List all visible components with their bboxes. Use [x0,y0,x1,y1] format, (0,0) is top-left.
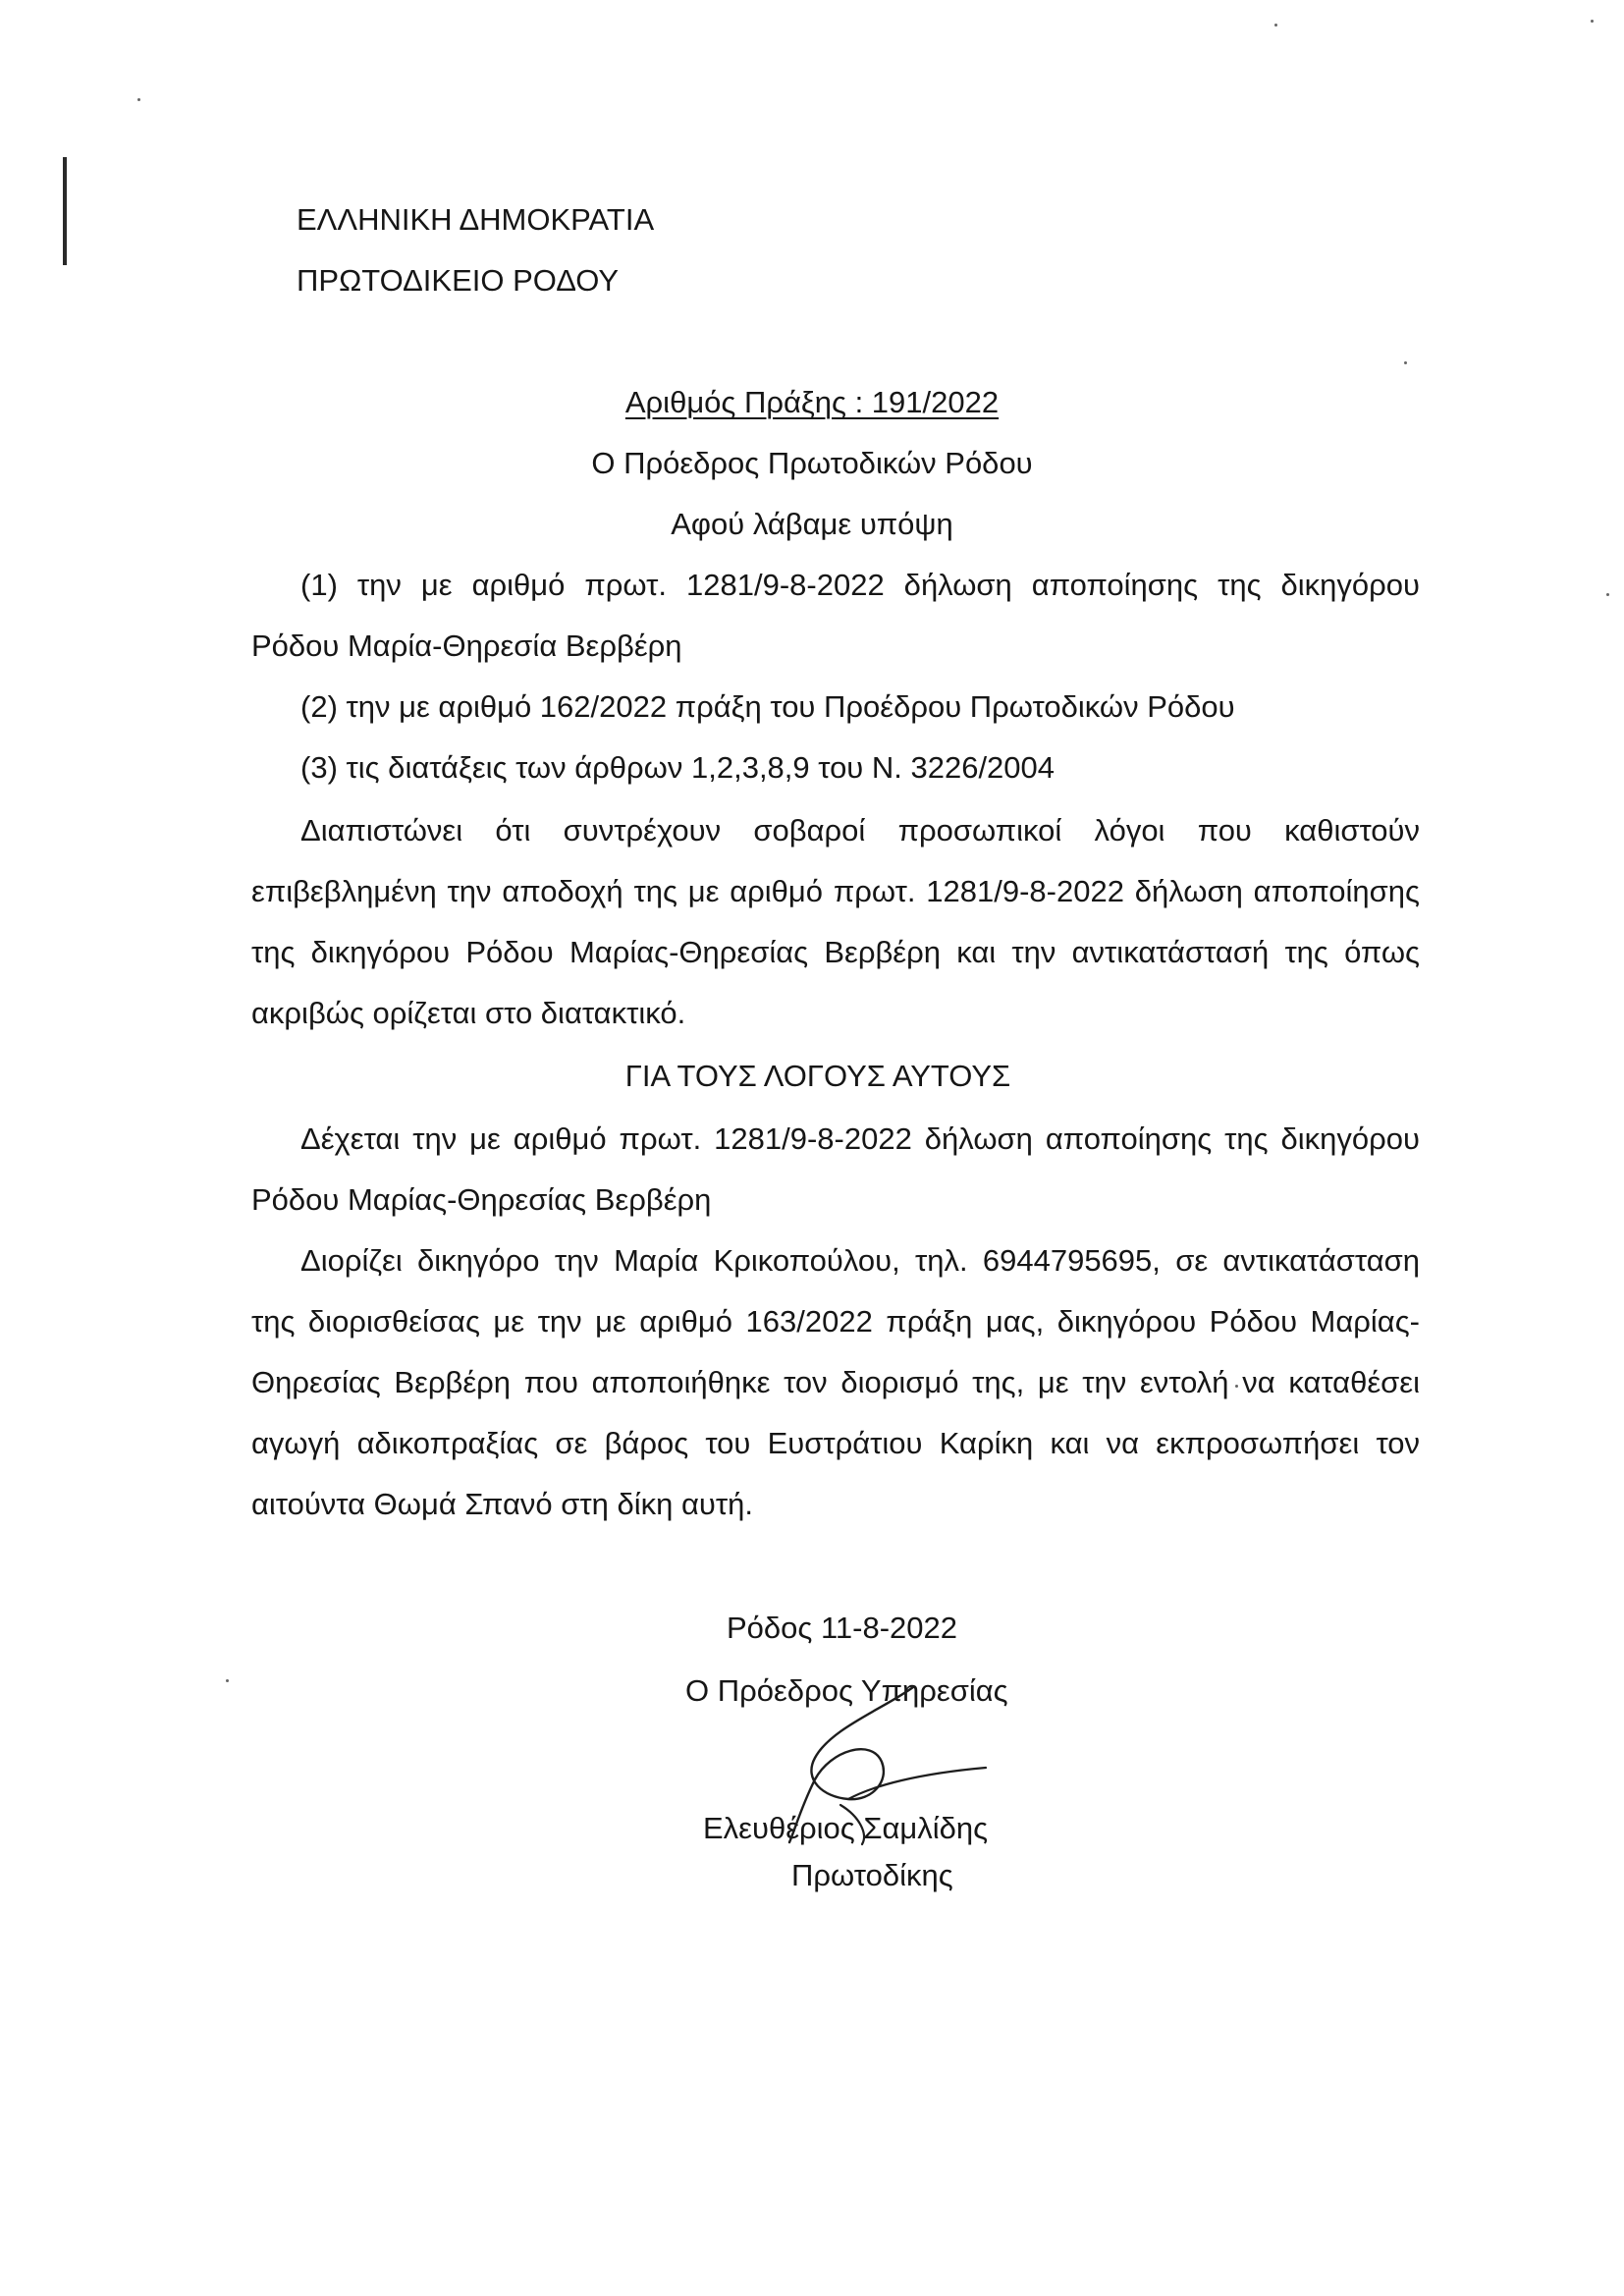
finding-line-3: της δικηγόρου Ρόδου Μαρίας-Θηρεσίας Βερβέρη και την αντικατάστασή της όπως [251,935,1420,969]
finding-line-1: Διαπιστώνει ότι συντρέχουν σοβαροί προσωπικοί λόγοι που καθιστούν [300,813,1420,847]
decision-accept-line-1: Δέχεται την με αριθμό πρωτ. 1281/9-8-2022 δήλωση αποποίησης της δικηγόρου [300,1121,1420,1156]
scan-margin-mark [63,157,67,265]
finding-line-4: ακριβώς ορίζεται στο διατακτικό. [251,996,686,1030]
decision-appoint-line-4: αγωγή αδικοπραξίας σε βάρος του Ευστράτιου Καρίκη και να εκπροσωπήσει τον [251,1426,1420,1460]
scan-speck [1606,593,1609,596]
scan-speck [1274,24,1277,27]
act-number: Αριθμός Πράξης : 191/2022 [624,385,1000,419]
handwritten-signature [746,1669,1001,1846]
signer-title: Ο Πρόεδρος Υπηρεσίας [685,1673,1008,1708]
place-date: Ρόδος 11-8-2022 [727,1611,957,1645]
consideration-1-line-1: (1) την με αριθμό πρωτ. 1281/9-8-2022 δήλωση αποποίησης της δικηγόρου [300,568,1420,602]
scan-speck [137,98,140,101]
reasons-heading: ΓΙΑ ΤΟΥΣ ΛΟΓΟΥΣ ΑΥΤΟΥΣ [624,1059,1011,1093]
act-issuer: Ο Πρόεδρος Πρωτοδικών Ρόδου [591,446,1033,480]
consideration-2: (2) την με αριθμό 162/2022 πράξη του Προέδρου Πρωτοδικών Ρόδου [300,689,1235,724]
scan-speck [226,1679,229,1682]
scan-speck [1404,361,1407,364]
signer-name: Ελευθέριος Σαμλίδης [703,1811,989,1845]
decision-appoint-line-1: Διορίζει δικηγόρο την Μαρία Κρικοπούλου, τηλ. 6944795695, σε αντικατάσταση [300,1243,1420,1278]
decision-accept-line-2: Ρόδου Μαρίας-Θηρεσίας Βερβέρη [251,1182,712,1217]
signer-rank: Πρωτοδίκης [791,1858,953,1892]
header-court: ΠΡΩΤΟΔΙΚΕΙΟ ΡΟΔΟΥ [297,263,620,298]
header-country: ΕΛΛΗΝΙΚΗ ΔΗΜΟΚΡΑΤΙΑ [297,202,655,237]
scan-speck [1591,20,1594,23]
consideration-3: (3) τις διατάξεις των άρθρων 1,2,3,8,9 του Ν. 3226/2004 [300,750,1056,785]
finding-line-2: επιβεβλημένη την αποδοχή της με αριθμό πρωτ. 1281/9-8-2022 δήλωση αποποίησης [251,874,1420,908]
decision-appoint-line-5: αιτούντα Θωμά Σπανό στη δίκη αυτή. [251,1487,753,1521]
act-considering: Αφού λάβαμε υπόψη [671,507,953,541]
consideration-1-line-2: Ρόδου Μαρία-Θηρεσία Βερβέρη [251,629,682,663]
decision-appoint-line-3: Θηρεσίας Βερβέρη που αποποιήθηκε τον διορισμό της, με την εντολή να καταθέσει [251,1365,1420,1399]
decision-appoint-line-2: της διορισθείσας με την με αριθμό 163/2022 πράξη μας, δικηγόρου Ρόδου Μαρίας- [251,1304,1420,1339]
